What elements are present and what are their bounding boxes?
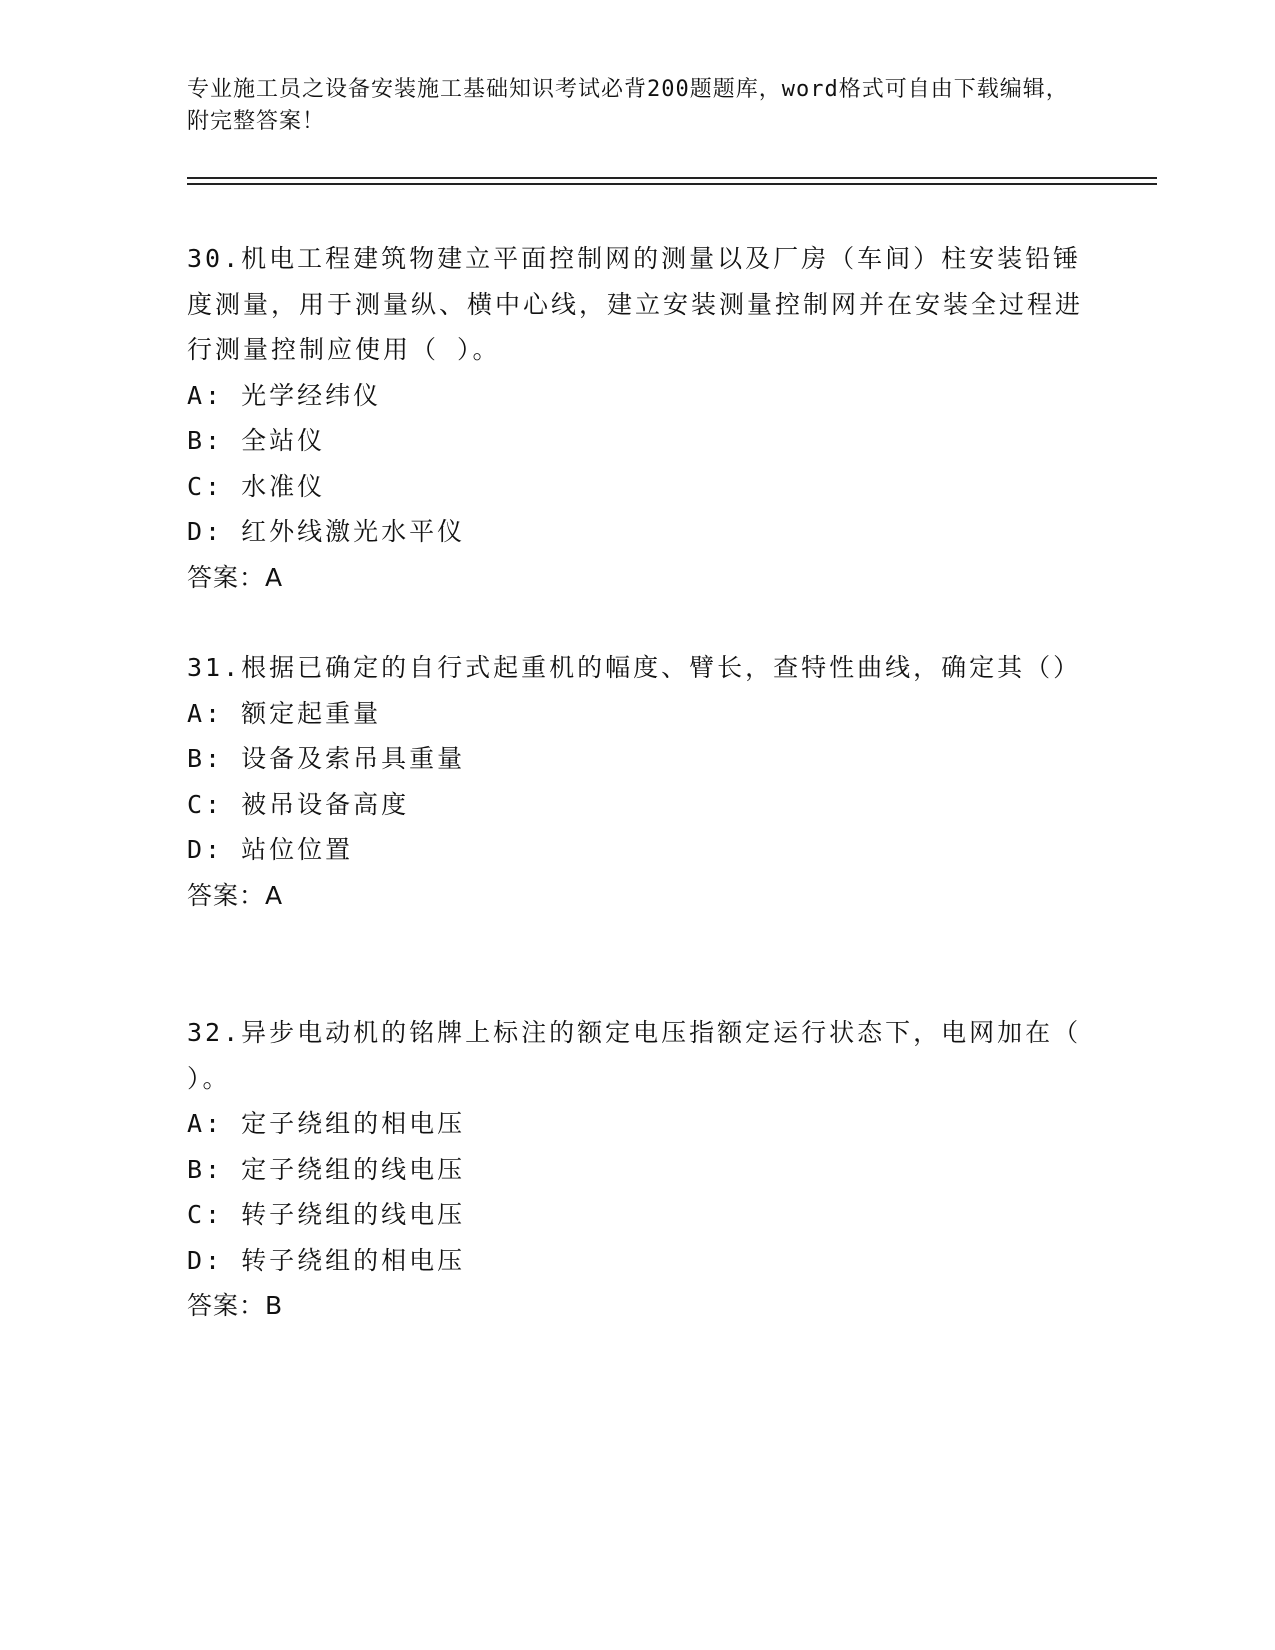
option-d: D: 红外线激光水平仪 [187, 517, 466, 546]
header-divider-bottom [187, 183, 1157, 185]
answer-line: 答案：A [187, 562, 284, 592]
option-b: B: 设备及索吊具重量 [187, 744, 466, 773]
option-c: C: 水准仪 [187, 471, 326, 501]
question-stem: 32.异步电动机的铭牌上标注的额定电压指额定运行状态下，电网加在（ ）。 [187, 1018, 1100, 1093]
question-item [187, 236, 1087, 600]
header-divider-top [187, 177, 1157, 179]
option-b: B: 全站仪 [187, 426, 326, 455]
document-header: 专业施工员之设备安装施工基础知识考试必背200题题库，word格式可自由下载编辑，附完整答案！ [187, 77, 1069, 134]
option-c: C: 被吊设备高度 [187, 789, 410, 819]
option-a: A: 额定起重量 [187, 698, 382, 728]
question-stem: 31.根据已确定的自行式起重机的幅度、臂长，查特性曲线，确定其（） [187, 653, 1082, 682]
option-c: C: 转子绕组的线电压 [187, 1200, 466, 1229]
question-item [187, 1010, 1100, 1329]
option-d: D: 转子绕组的相电压 [187, 1245, 466, 1275]
option-a: A: 定子绕组的相电压 [187, 1109, 466, 1138]
answer-line: 答案：A [187, 880, 284, 910]
option-a: A: 光学经纬仪 [187, 380, 382, 410]
option-b: B: 定子绕组的线电压 [187, 1154, 466, 1184]
option-d: D: 站位位置 [187, 835, 354, 864]
question-item [187, 645, 1087, 918]
answer-line: 答案：B [187, 1291, 284, 1320]
question-stem: 30.机电工程建筑物建立平面控制网的测量以及厂房（车间）柱安装铅锤度测量，用于测量纵、横中心线，建立安装测量控制网并在安装全过程进行测量控制应使用（ ）。 [187, 244, 1084, 364]
